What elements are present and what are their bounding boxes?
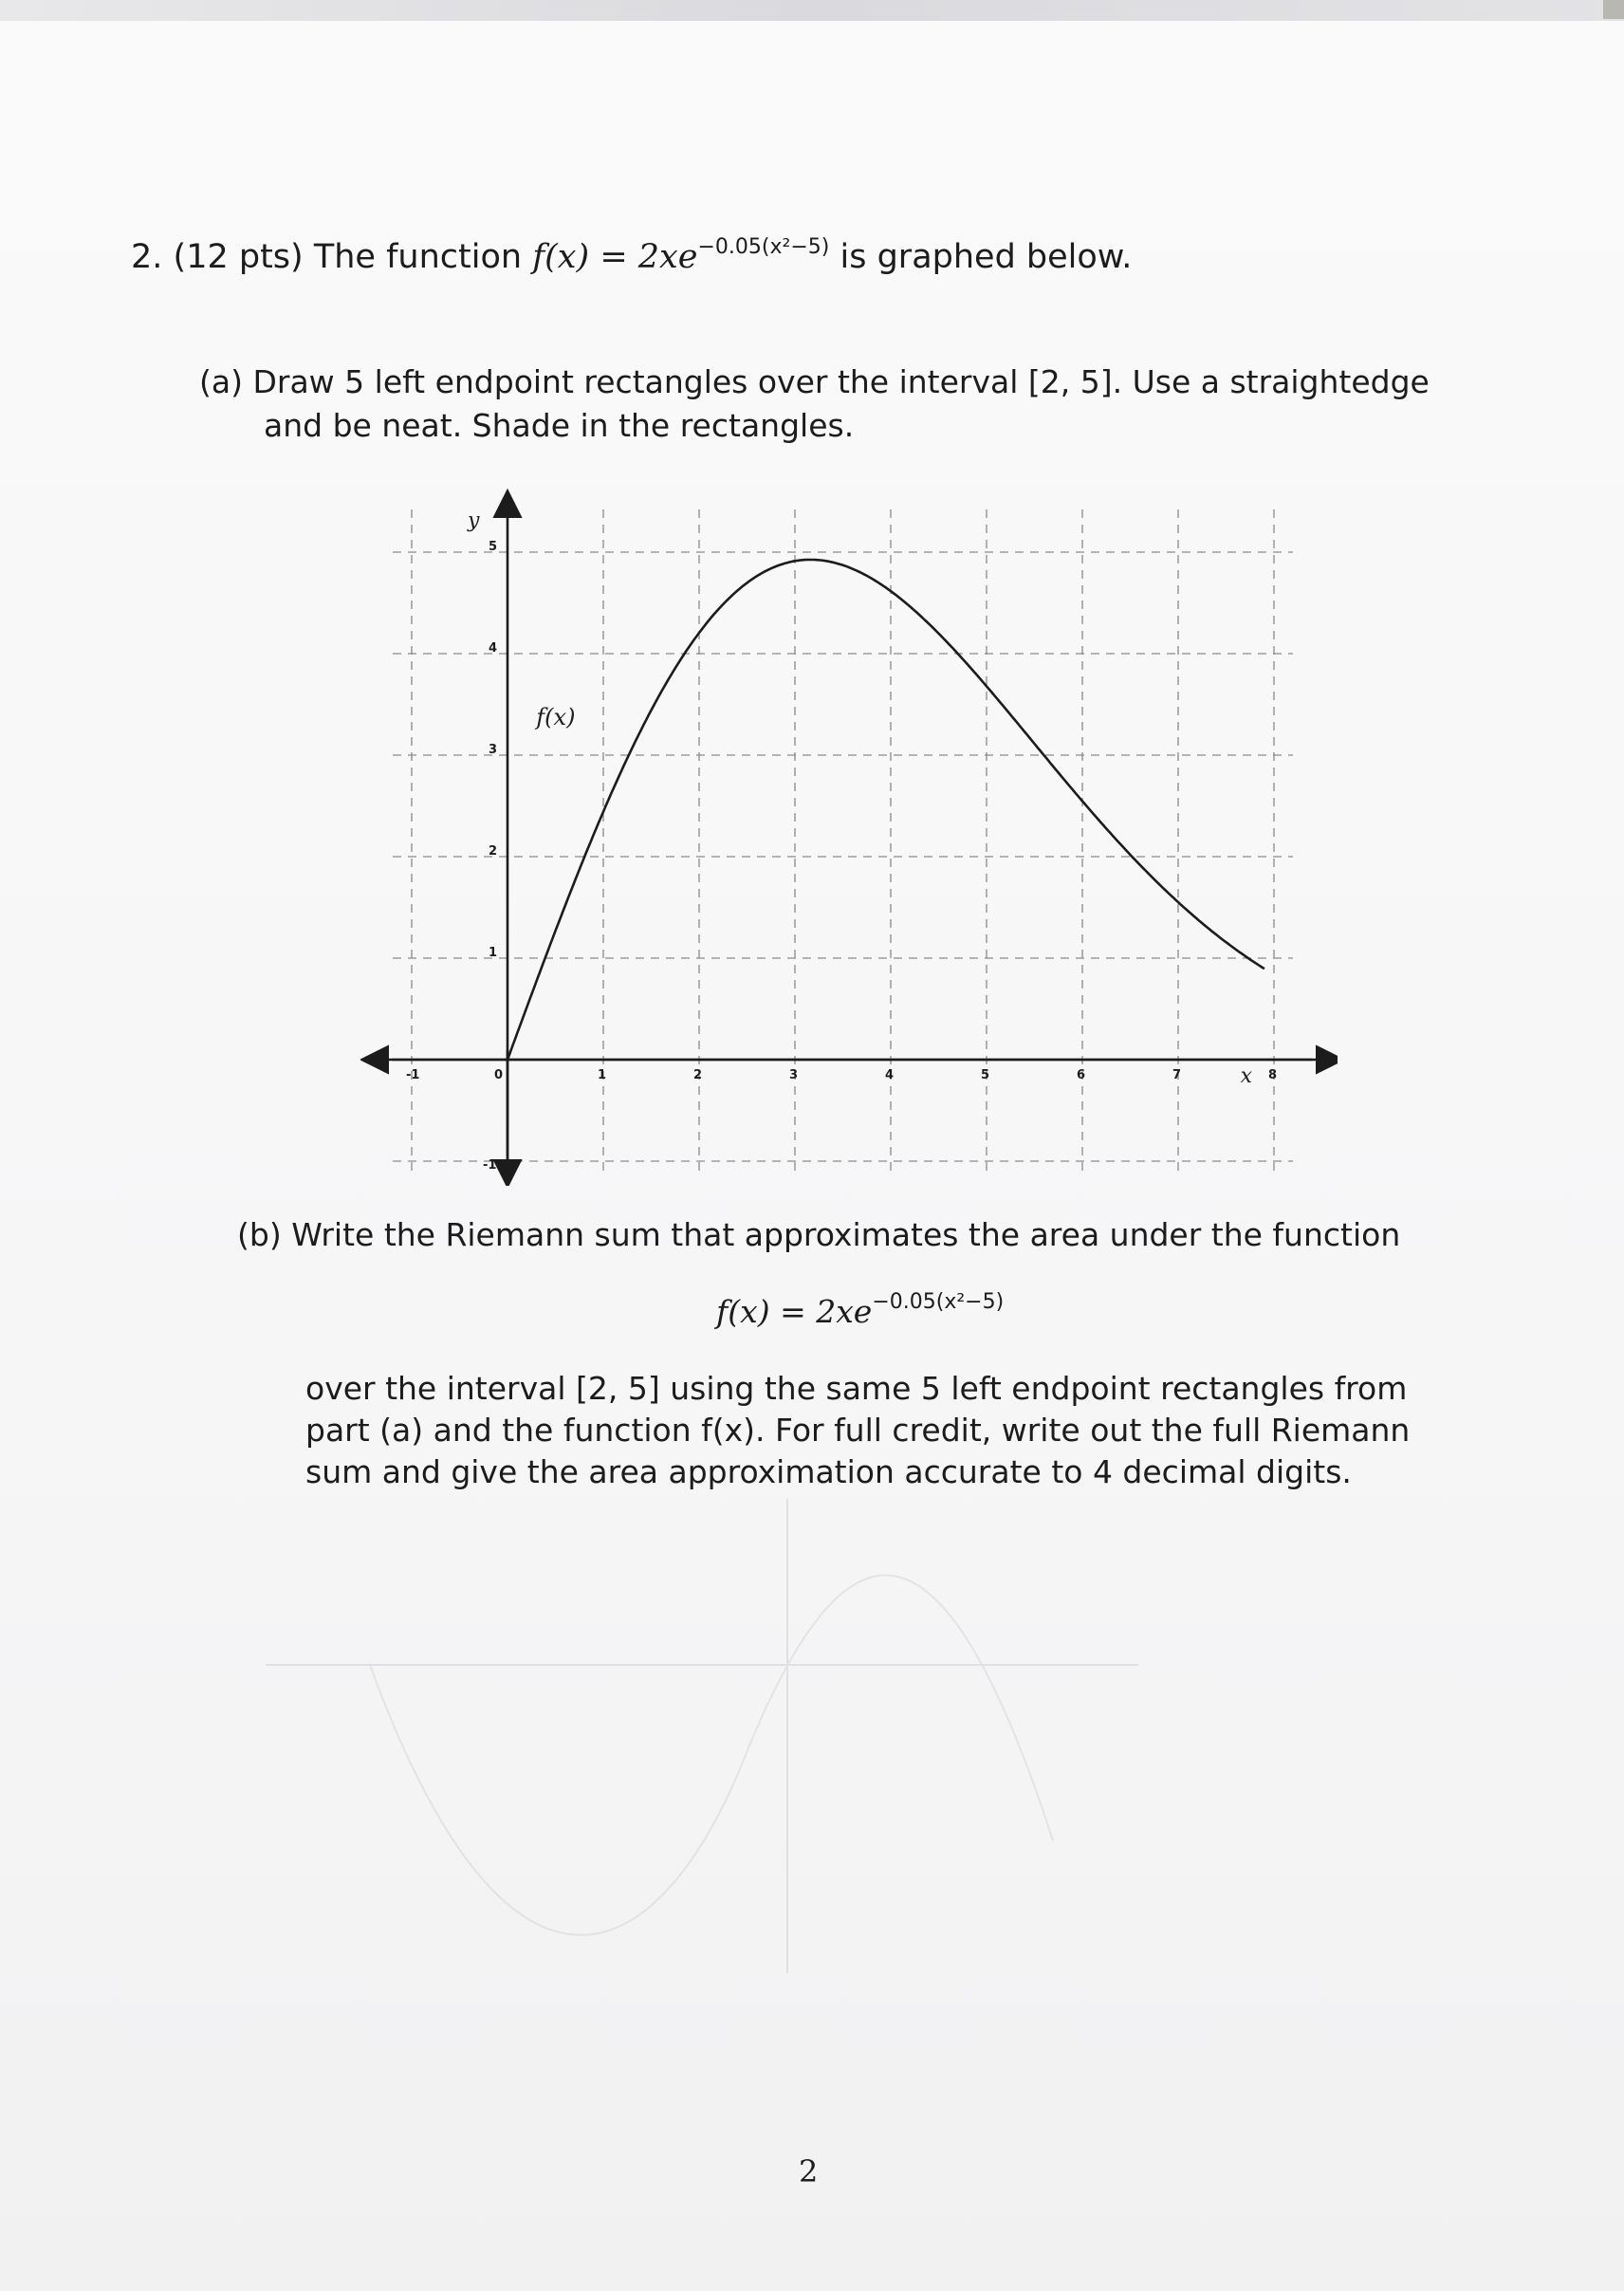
part-a-label: (a) xyxy=(199,363,243,400)
y-axis-label: y xyxy=(468,508,480,533)
question-tail: is graphed below. xyxy=(840,238,1133,276)
part-a xyxy=(199,360,1442,448)
y-tick-label: -1 xyxy=(483,1158,497,1173)
question-number: 2. xyxy=(131,238,163,276)
graph-grid xyxy=(393,509,1293,1171)
y-tick-label: 5 xyxy=(489,540,498,554)
x-tick-label: 5 xyxy=(981,1068,990,1082)
page-corner xyxy=(1603,0,1624,19)
part-b-equation xyxy=(716,1290,1004,1330)
function-exponent: −0.05(x²−5) xyxy=(697,235,830,259)
y-tick-label: 4 xyxy=(489,641,498,656)
page-top-shadow xyxy=(0,0,1624,21)
x-tick-label: 3 xyxy=(789,1068,799,1082)
graph-axes xyxy=(364,493,1338,1184)
x-tick-label: 8 xyxy=(1268,1068,1278,1082)
equation-exponent: −0.05(x²−5) xyxy=(872,1290,1005,1314)
curve-label: f(x) xyxy=(536,703,576,730)
x-tick-label: 7 xyxy=(1172,1068,1182,1082)
question-header xyxy=(131,235,1132,276)
x-axis-label: x xyxy=(1240,1064,1253,1088)
part-b-body: over the interval [2, 5] using the same 5 left endpoint rectangles from part (a) and the function f(x). For full credit, write out the full Riemann sum and give the area approximation accurate to 4 decimal digits. xyxy=(305,1370,1411,1490)
x-tick-label: 2 xyxy=(693,1068,703,1082)
x-tick-label: 6 xyxy=(1077,1068,1086,1082)
x-tick-label: -1 xyxy=(406,1068,420,1082)
equation-lhs: f(x) = 2xe xyxy=(716,1293,873,1330)
function-curve xyxy=(508,560,1264,1060)
y-tick-label: 3 xyxy=(489,743,498,757)
y-tick-label: 1 xyxy=(489,946,498,960)
x-tick-label: 4 xyxy=(885,1068,895,1082)
x-tick-label: 1 xyxy=(598,1068,607,1082)
page-number: 2 xyxy=(799,2153,819,2189)
bleed-through-graph xyxy=(256,1499,1148,1992)
part-b-lead-text: Write the Riemann sum that approximates the area under the function xyxy=(291,1216,1401,1253)
function-formula: f(x) = 2xe xyxy=(532,238,698,276)
part-b-label: (b) xyxy=(237,1216,282,1253)
part-a-text: Draw 5 left endpoint rectangles over the interval [2, 5]. Use a straightedge and be neat. Shade in the rectangles. xyxy=(252,363,1430,444)
x-tick-label: 0 xyxy=(494,1068,504,1082)
question-points: (12 pts) xyxy=(173,238,304,276)
part-b-lead xyxy=(237,1216,1400,1253)
question-intro: The function xyxy=(313,238,523,276)
y-tick-label: 2 xyxy=(489,844,498,859)
function-graph xyxy=(360,479,1338,1186)
